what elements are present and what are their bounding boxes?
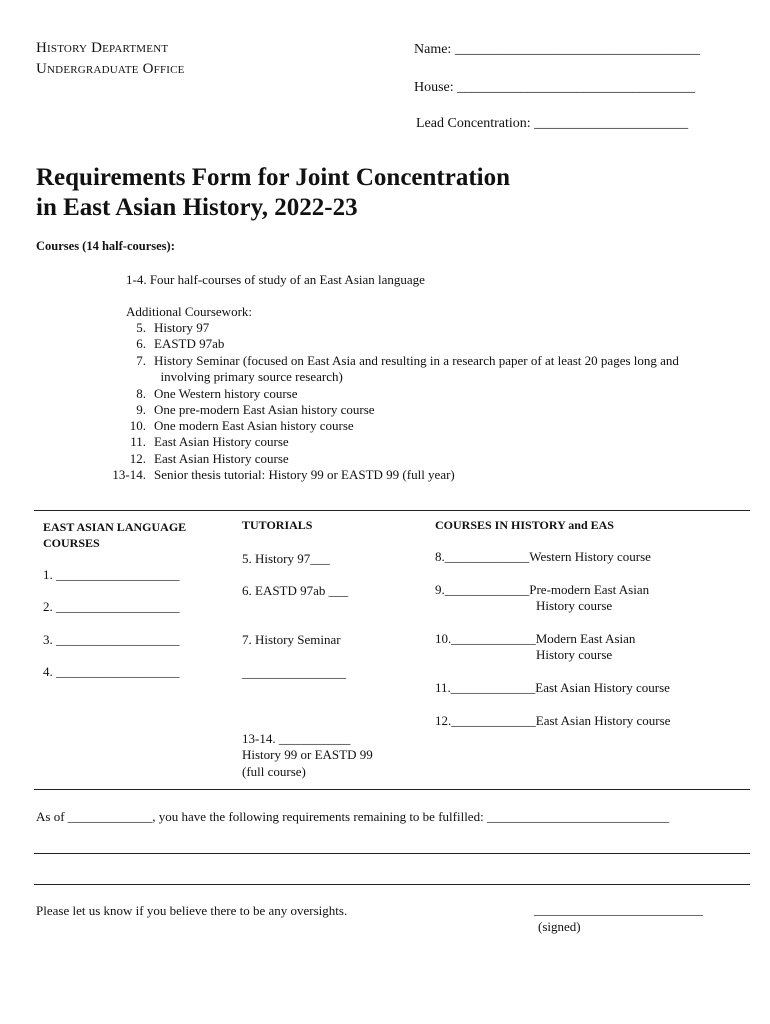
course-item-number: 7. xyxy=(136,353,146,368)
course-item xyxy=(104,434,289,450)
remaining-requirements-line[interactable]: As of _____________, you have the following requirements remaining to be fulfilled: ____________________________ xyxy=(36,809,669,824)
course-item xyxy=(104,353,679,369)
office-name: Undergraduate Office xyxy=(36,61,185,77)
language-course-4[interactable]: 4. ___________________ xyxy=(43,664,180,679)
tutorials-heading: TUTORIALS xyxy=(242,518,313,532)
divider xyxy=(34,510,750,511)
language-courses-heading-2: COURSES xyxy=(43,536,100,550)
course-item-number: 13-14. xyxy=(112,467,146,482)
course-item-number: 9. xyxy=(136,402,146,417)
course-item-text: History Seminar (focused on East Asia and resulting in a research paper of at least 20 pages long and xyxy=(154,353,679,368)
language-course-2[interactable]: 2. ___________________ xyxy=(43,599,180,614)
course-item-number: 8. xyxy=(136,386,146,401)
department-name: History Department xyxy=(36,40,169,56)
course-item-number: 10. xyxy=(129,418,146,433)
course-item-number: 5. xyxy=(136,320,146,335)
signed-label: (signed) xyxy=(538,919,581,934)
course-item xyxy=(104,386,297,402)
tutorial-eastd-97ab[interactable]: 6. EASTD 97ab ___ xyxy=(242,583,349,598)
name-field[interactable]: Name: ___________________________________ xyxy=(414,42,700,57)
tutorial-thesis-note: (full course) xyxy=(242,764,306,779)
history-course-8[interactable]: 8._____________Western History course xyxy=(435,549,651,564)
course-item-number: 12. xyxy=(129,451,146,466)
remarks-line-2[interactable] xyxy=(34,884,750,885)
course-item xyxy=(104,402,375,418)
course-item xyxy=(104,418,354,434)
history-course-9[interactable]: 9._____________Pre-modern East Asian xyxy=(435,582,650,597)
course-item-text: One Western history course xyxy=(154,386,298,401)
language-requirement: 1-4. Four half-courses of study of an East Asian language xyxy=(126,272,425,287)
course-item-text: Senior thesis tutorial: History 99 or EASTD 99 (full year) xyxy=(154,467,455,482)
history-course-10-cont: History course xyxy=(536,647,613,662)
language-courses-heading: EAST ASIAN LANGUAGE xyxy=(43,520,187,534)
course-item-text: History 97 xyxy=(154,320,210,335)
course-item-number: 6. xyxy=(136,336,146,351)
course-item-text: One pre-modern East Asian history course xyxy=(154,402,375,417)
courses-heading: Courses (14 half-courses): xyxy=(36,239,175,253)
oversights-note: Please let us know if you believe there to be any oversights. xyxy=(36,903,348,918)
course-item-number: 11. xyxy=(130,434,146,449)
course-item xyxy=(104,336,224,352)
tutorial-thesis[interactable]: 13-14. ___________ xyxy=(242,731,351,746)
house-field[interactable]: House: __________________________________ xyxy=(414,80,696,95)
course-item-text: EASTD 97ab xyxy=(154,336,225,351)
history-courses-heading: COURSES IN HISTORY and EAS xyxy=(435,518,614,532)
form-title-line2: in East Asian History, 2022-23 xyxy=(36,194,358,221)
course-item xyxy=(104,467,455,483)
divider xyxy=(34,789,750,790)
tutorial-seminar-blank[interactable]: ________________ xyxy=(242,665,346,680)
history-course-10[interactable]: 10._____________Modern East Asian xyxy=(435,631,636,646)
history-course-12[interactable]: 12._____________East Asian History course xyxy=(435,713,671,728)
signature-line[interactable]: __________________________ xyxy=(534,902,703,917)
course-item-text: One modern East Asian history course xyxy=(154,418,354,433)
course-item xyxy=(104,369,343,385)
language-course-3[interactable]: 3. ___________________ xyxy=(43,632,180,647)
course-item xyxy=(104,320,209,336)
tutorial-history-97[interactable]: 5. History 97___ xyxy=(242,551,330,566)
tutorial-thesis-course: History 99 or EASTD 99 xyxy=(242,747,373,762)
course-item-text: East Asian History course xyxy=(154,434,289,449)
additional-coursework-heading: Additional Coursework: xyxy=(126,304,253,319)
course-item xyxy=(104,451,289,467)
form-title-line1: Requirements Form for Joint Concentration xyxy=(36,164,511,191)
lead-concentration-field[interactable]: Lead Concentration: ______________________ xyxy=(416,116,689,131)
language-course-1[interactable]: 1. ___________________ xyxy=(43,567,180,582)
course-item-text: involving primary source research) xyxy=(154,369,343,384)
course-item-text: East Asian History course xyxy=(154,451,289,466)
tutorial-history-seminar: 7. History Seminar xyxy=(242,632,341,647)
remarks-line-1[interactable] xyxy=(34,853,750,854)
history-course-11[interactable]: 11._____________East Asian History course xyxy=(435,680,670,695)
history-course-9-cont: History course xyxy=(536,598,613,613)
